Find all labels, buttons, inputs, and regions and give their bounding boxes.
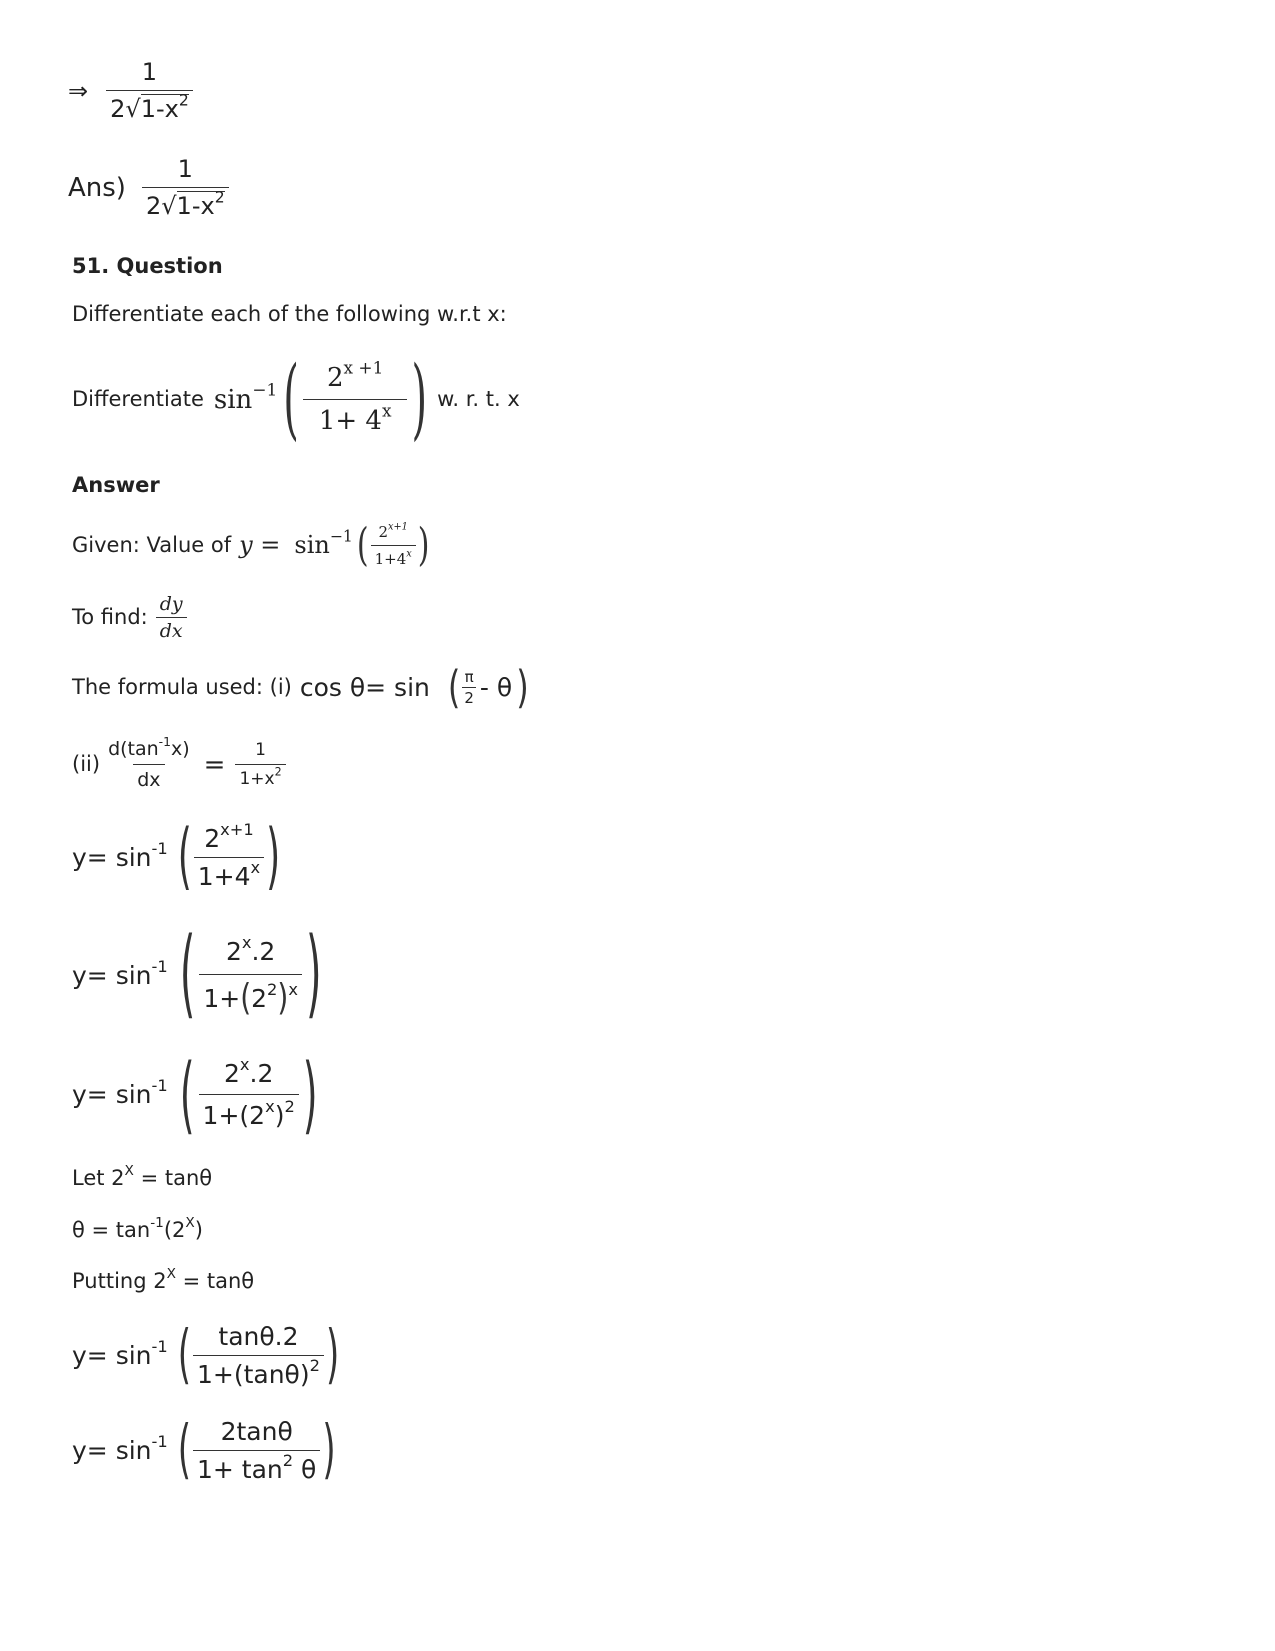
theta-exponent: -1: [150, 1214, 164, 1231]
putting-text: Putting 2: [72, 1269, 167, 1293]
implies-result: [68, 58, 193, 123]
step-lhs: [72, 838, 168, 872]
implies-symbol: ⇒: [68, 76, 89, 105]
outer-exponent: x: [288, 979, 298, 999]
numerator-base: 2: [326, 363, 344, 393]
numerator-exponent: x+1: [387, 521, 408, 533]
step-2: [72, 919, 322, 1031]
pi-numerator: π: [464, 667, 474, 686]
formula2-equals: =: [203, 749, 226, 780]
numerator-exponent: x+1: [220, 819, 254, 839]
ans-denominator: [142, 187, 229, 220]
lhs-exponent: -1: [151, 956, 168, 976]
denominator-exponent: x: [381, 400, 392, 421]
step-numerator: [222, 932, 279, 974]
numerator-base: 2: [225, 936, 242, 966]
denominator-tail: θ: [293, 1454, 317, 1484]
lhs-exponent: -1: [151, 1431, 168, 1451]
step-fraction: [199, 932, 302, 1019]
step-numerator: [220, 1054, 277, 1094]
inner-base: 2: [251, 983, 268, 1013]
radicand: [140, 91, 189, 123]
formula2-lhs-fraction: [104, 734, 194, 791]
step-numerator: 2tanθ: [220, 1416, 293, 1446]
function-name: sin: [294, 531, 330, 559]
step-numerator: [200, 819, 257, 857]
inner-right-paren: ): [277, 975, 289, 1019]
denominator-coefficient: 2: [110, 95, 126, 123]
numerator-tail: .2: [251, 936, 276, 966]
formula2-label: (ii): [72, 752, 101, 776]
denominator-exponent: 2: [309, 1355, 320, 1375]
right-paren: ): [417, 518, 430, 572]
step-3: [72, 1047, 318, 1142]
numerator-exponent: x +1: [343, 357, 384, 378]
let-tail: = tanθ: [133, 1166, 213, 1190]
result-numerator: 1: [141, 58, 158, 86]
left-paren: (: [177, 1317, 191, 1393]
step-fraction: [193, 1322, 324, 1389]
numerator-exponent: -1: [158, 734, 171, 749]
numerator-base: 2: [378, 522, 388, 541]
theta-line: [72, 1214, 203, 1242]
given-function: [294, 527, 353, 559]
answer-heading: Answer: [72, 473, 160, 497]
radicand-exponent: 2: [178, 91, 189, 110]
numerator-tail: .2: [249, 1059, 274, 1088]
inner-exponent: 2: [267, 979, 278, 999]
step-lhs: [72, 1336, 168, 1370]
right-paren: ): [305, 919, 322, 1031]
denominator-base: 1+4: [197, 862, 251, 891]
step-4: [72, 1315, 339, 1395]
left-paren: (: [356, 518, 369, 572]
step-fraction: [194, 819, 264, 891]
left-paren: (: [179, 1046, 195, 1143]
lhs-text: y= sin: [72, 960, 152, 990]
given-prefix: Given: Value of: [72, 532, 232, 557]
denominator-head: 1+: [203, 983, 241, 1013]
prompt-fraction: [303, 357, 408, 436]
right-paren: ): [516, 660, 529, 714]
theta-tail: ): [194, 1218, 203, 1242]
inner-left-paren: (: [240, 975, 252, 1019]
step-numerator: tanθ.2: [218, 1321, 299, 1351]
answer-line: [68, 155, 229, 220]
question-heading: 51. Question: [72, 254, 223, 278]
question-prompt: [72, 348, 520, 451]
formula-prefix: The formula used: (i): [72, 674, 292, 699]
denominator-exponent: 2: [274, 765, 282, 779]
denominator-coefficient: 2: [145, 192, 162, 220]
prompt-suffix: w. r. t. x: [437, 387, 520, 411]
theta-mid: (2: [163, 1218, 186, 1242]
to-find-line: [72, 592, 187, 642]
let-text: Let 2: [72, 1166, 125, 1190]
formula2-lhs-numerator: [104, 734, 194, 764]
numerator-base: 2: [223, 1059, 240, 1088]
two-denominator: 2: [464, 688, 474, 707]
inner-exponent: x: [265, 1096, 275, 1116]
radicand-text: 1-x: [176, 192, 215, 220]
step-1: [72, 815, 280, 900]
left-paren: (: [177, 1412, 191, 1488]
left-paren: (: [179, 919, 196, 1031]
lhs-text: y= sin: [72, 1435, 152, 1465]
step-denominator: [194, 857, 264, 891]
left-paren: (: [447, 660, 461, 714]
prompt-denominator: [303, 399, 408, 436]
ans-label: Ans): [68, 172, 126, 203]
formula-tail: - θ: [479, 672, 513, 702]
find-numerator: dy: [159, 592, 183, 615]
step-denominator: [199, 1094, 299, 1130]
denominator-close: ): [274, 1101, 285, 1130]
ans-numerator: 1: [177, 155, 193, 183]
step-fraction: [199, 1054, 299, 1130]
given-line: [72, 515, 429, 575]
find-prefix: To find:: [72, 604, 148, 629]
numerator-exponent: x: [241, 932, 252, 952]
formula-two-line: [72, 732, 286, 797]
denominator-head: 1+ tan: [196, 1454, 283, 1484]
pi-over-two: [462, 668, 476, 707]
theta-text: θ = tan: [72, 1218, 151, 1242]
radicand-exponent: 2: [214, 188, 225, 207]
step-lhs: [72, 1075, 168, 1109]
ans-fraction: [142, 155, 229, 220]
given-fraction: [371, 523, 416, 568]
putting-line: [72, 1265, 255, 1293]
right-paren: ): [302, 1046, 318, 1143]
lhs-text: y= sin: [72, 1340, 152, 1370]
formula2-lhs-denominator: dx: [133, 764, 164, 791]
let-line: [72, 1162, 213, 1190]
step-fraction: [193, 1417, 320, 1484]
numerator-head: d(tan: [108, 738, 159, 760]
right-paren: ): [266, 816, 281, 899]
numerator-exponent: x: [239, 1054, 250, 1074]
denominator-exponent: x: [406, 548, 412, 560]
putting-tail: = tanθ: [175, 1269, 255, 1293]
lhs-exponent: -1: [151, 838, 168, 858]
lhs-exponent: -1: [151, 1075, 168, 1095]
formula-one-line: [72, 662, 529, 712]
radical-sign: √: [125, 95, 141, 123]
step-lhs: [72, 956, 168, 990]
question-instruction: Differentiate each of the following w.r.t x:: [72, 302, 507, 326]
lhs-text: y= sin: [72, 843, 152, 872]
radical-sign: √: [161, 192, 177, 220]
formula2-rhs-denominator: [235, 764, 285, 789]
denominator-exponent: x: [250, 857, 261, 877]
prompt-numerator: [311, 357, 399, 399]
denominator-head: 1+(2: [202, 1101, 266, 1130]
function-name: sin: [213, 384, 253, 415]
outer-exponent: 2: [284, 1096, 295, 1116]
given-numerator: [374, 523, 411, 545]
numerator-tail: x): [170, 738, 190, 760]
step-denominator: [193, 1355, 324, 1389]
formula2-rhs-fraction: [235, 740, 285, 789]
formula-cos: cos θ= sin: [299, 672, 430, 702]
denominator-base: 1+x: [239, 769, 275, 789]
right-paren: ): [325, 1317, 340, 1393]
right-paren: ): [322, 1412, 336, 1488]
right-paren: ): [411, 348, 428, 451]
theta-exponent-2: X: [185, 1214, 195, 1231]
left-paren: (: [177, 816, 192, 899]
find-denominator: dx: [156, 617, 187, 642]
lhs-exponent: -1: [151, 1336, 168, 1356]
result-fraction: [106, 58, 193, 123]
function-exponent: −1: [252, 378, 278, 399]
radicand-text: 1-x: [140, 95, 179, 123]
radicand: [176, 188, 225, 220]
left-paren: (: [283, 348, 299, 451]
formula2-rhs-numerator: 1: [255, 740, 266, 760]
given-y: y =: [239, 531, 281, 559]
find-fraction: [156, 593, 187, 642]
prompt-function: [213, 378, 278, 415]
lhs-text: y= sin: [72, 1080, 152, 1109]
let-exponent: X: [124, 1162, 134, 1179]
step-denominator: [199, 974, 302, 1019]
numerator-base: 2: [204, 824, 221, 853]
given-denominator: [371, 545, 416, 568]
denominator-exponent: 2: [282, 1450, 294, 1470]
denominator-base: 1+(tanθ): [196, 1359, 310, 1389]
denominator-base: 1+4: [374, 549, 407, 568]
step-denominator: [193, 1450, 320, 1484]
putting-exponent: X: [166, 1265, 176, 1282]
denominator-base: 1+ 4: [318, 406, 382, 436]
prompt-prefix: Differentiate: [72, 387, 204, 411]
result-denominator: [106, 90, 193, 123]
step-5: [72, 1410, 336, 1490]
function-exponent: −1: [329, 527, 353, 546]
step-lhs: [72, 1431, 168, 1465]
